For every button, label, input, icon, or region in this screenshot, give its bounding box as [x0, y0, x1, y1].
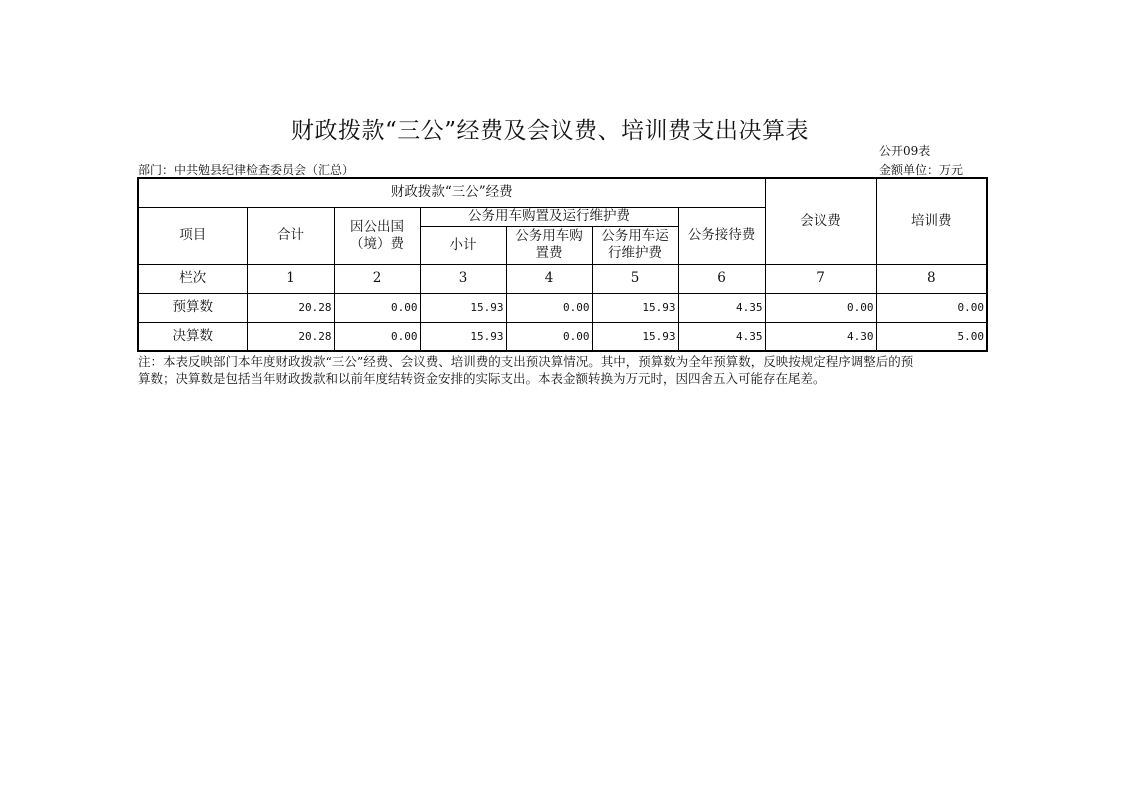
three-public-header: 财政拨款“三公”经费	[138, 178, 765, 207]
table-cell: 15.93	[420, 322, 506, 351]
vehicle-operation-line1: 公务用车运	[601, 228, 669, 244]
note-line-1: 注：本表反映部门本年度财政拨款“三公”经费、会议费、培训费的支出预决算情况。其中，预算数为全年预算数，反映按规定程序调整后的预	[138, 354, 914, 369]
table-cell: 0.00	[765, 293, 876, 322]
table-cell: 0.00	[334, 293, 420, 322]
table-cell: 15.93	[592, 293, 678, 322]
column-number: 1	[247, 264, 334, 293]
subtotal-header: 小计	[420, 226, 506, 264]
vehicle-purchase-line1: 公务用车购	[515, 228, 583, 244]
vehicle-operation-line2: 行维护费	[608, 245, 662, 261]
table-cell: 15.93	[592, 322, 678, 351]
table-note	[138, 353, 988, 387]
row-label: 预算数	[138, 293, 247, 322]
training-header: 培训费	[876, 178, 987, 264]
abroad-header	[334, 207, 420, 264]
table-cell: 0.00	[506, 322, 592, 351]
table-cell: 20.28	[247, 293, 334, 322]
row-label: 决算数	[138, 322, 247, 351]
vehicle-header: 公务用车购置及运行维护费	[420, 207, 678, 226]
vehicle-purchase-line2: 置费	[535, 245, 563, 261]
column-number: 6	[678, 264, 765, 293]
table-cell: 15.93	[420, 293, 506, 322]
page-title: 财政拨款“三公”经费及会议费、培训费支出决算表	[290, 118, 810, 144]
table-cell: 4.35	[678, 322, 765, 351]
vehicle-operation-header	[592, 226, 678, 264]
actual-row	[138, 322, 987, 351]
table-cell: 0.00	[506, 293, 592, 322]
table-cell: 5.00	[876, 322, 987, 351]
column-number: 5	[592, 264, 678, 293]
total-header: 合计	[247, 207, 334, 264]
column-number: 4	[506, 264, 592, 293]
column-number-row	[138, 264, 987, 293]
vehicle-purchase-header	[506, 226, 592, 264]
table-cell: 20.28	[247, 322, 334, 351]
note-line-2: 算数；决算数是包括当年财政拨款和以前年度结转资金安排的实际支出。本表金额转换为万元时，因四舍五入可能存在尾差。	[138, 371, 826, 386]
amount-unit-label: 金额单位：万元	[879, 163, 964, 177]
table-cell: 4.30	[765, 322, 876, 351]
column-number: 8	[876, 264, 987, 293]
reception-header: 公务接待费	[678, 207, 765, 264]
expenditure-table	[137, 177, 988, 352]
table-cell: 0.00	[334, 322, 420, 351]
department-label: 部门：中共勉县纪律检查委员会（汇总）	[138, 163, 355, 177]
abroad-header-line2: （境）费	[350, 235, 404, 252]
meeting-header: 会议费	[765, 178, 876, 264]
column-number: 3	[420, 264, 506, 293]
budget-row	[138, 293, 987, 322]
column-number: 7	[765, 264, 876, 293]
form-number: 公开09表	[879, 144, 931, 158]
table-cell: 0.00	[876, 293, 987, 322]
abroad-header-line1: 因公出国	[350, 218, 404, 235]
column-number: 2	[334, 264, 420, 293]
column-number-label: 栏次	[138, 264, 247, 293]
table-cell: 4.35	[678, 293, 765, 322]
item-header: 项目	[138, 207, 247, 264]
